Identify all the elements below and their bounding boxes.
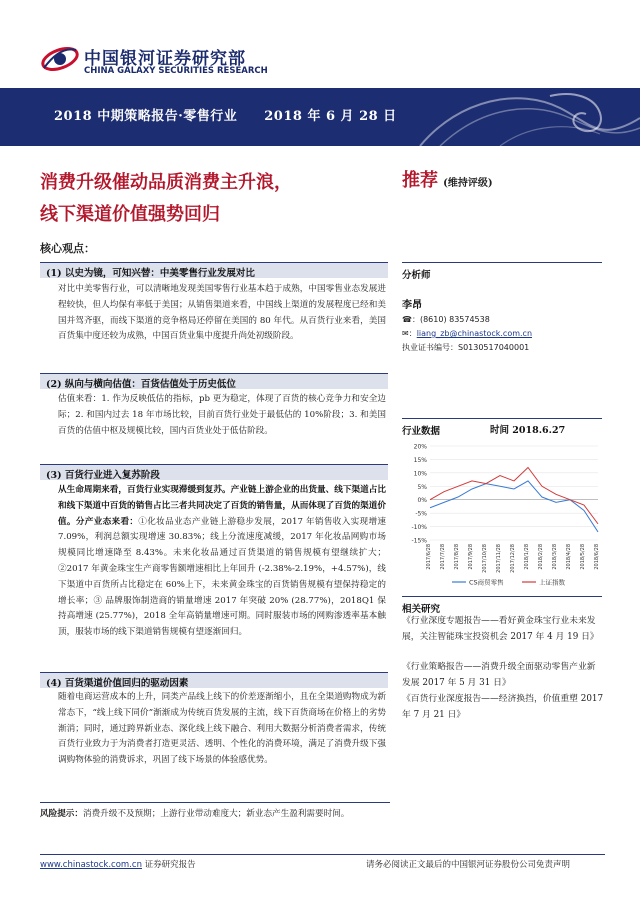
y-tick-label: -15%	[411, 537, 427, 545]
analyst-email-link[interactable]: liang_zb@chinastock.com.cn	[416, 329, 533, 338]
email-icon: ✉：	[402, 329, 417, 338]
section-3-head: (3) 百货行业进入复苏阶段	[40, 464, 388, 480]
x-tick-label: 2017/8/28	[454, 544, 460, 570]
research-item-2[interactable]: 《行业策略报告——消费升级全面驱动零售产业新发展 2017 年 5 月 31 日》	[402, 662, 596, 688]
x-tick-label: 2017/11/28	[496, 544, 502, 573]
market-data-head: 行业数据	[402, 418, 602, 437]
x-tick-label: 2018/1/28	[524, 544, 530, 570]
report-banner	[0, 88, 640, 146]
footer-left	[40, 858, 196, 870]
banner-title: 2018 中期策略报告·零售行业 2018 年 6 月 28 日	[54, 109, 397, 124]
rating	[402, 166, 493, 192]
section-1-body: 对比中美零售行业，可以清晰地发现美国零售行业基本趋于成熟，中国零售业态发展进程较快，但人均保有率低于美国；从销售渠道来看，中国线上渠道的发展程度已经和美国并驾齐驱，而线下渠道的竞争格局还停留在美国的 80 年代。从百货行业来看，美国百货集中度还较为成熟，中国百货业集中度提升尚处初级阶段。	[58, 284, 386, 342]
series-line-1	[430, 481, 598, 532]
x-tick-label: 2018/2/28	[538, 544, 544, 570]
research-item-1[interactable]: 《行业深度专题报告——看好黄金珠宝行业未来发展，关注智能珠宝投资机会 2017 年 4 月 19 日》	[402, 616, 599, 642]
section-2-body: 估值来看：1. 作为反映低估的指标，pb 更为稳定，体现了百货的核心竞争力和安全边际；2. 和国内过去 18 年市场比较，目前百货行业处于最低估的 10%阶段；3. 和美国百货的估值中枢及规模比较，国内百货业处于低估阶段。	[58, 394, 386, 436]
company-logo	[40, 42, 340, 78]
report-title-line1: 消费升级催动品质消费主升浪，	[40, 172, 292, 193]
y-tick-label: 10%	[413, 470, 427, 478]
x-tick-label: 2017/12/28	[510, 544, 516, 573]
section-4-head: (4) 百货渠道价值回归的驱动因素	[40, 672, 388, 688]
risk-text: 消费升级不及预期；上游行业带动难度大；新业态产生盈利需要时间。	[82, 809, 350, 819]
footer-divider	[40, 854, 605, 855]
y-tick-label: 5%	[417, 483, 427, 491]
section-3-body-wrap	[58, 483, 386, 641]
x-tick-label: 2018/4/28	[566, 544, 572, 570]
footer-disclaimer: 请务必阅读正文最后的中国银河证券股份公司免责声明	[366, 860, 571, 870]
analyst-cert: 执业证书编号：S0130517040001	[402, 343, 530, 352]
x-tick-label: 2017/7/28	[440, 544, 446, 570]
risk-warning	[40, 802, 390, 823]
y-tick-label: -10%	[411, 524, 427, 532]
research-item-3[interactable]: 《百货行业深度报告——经济换挡，价值重塑 2017 年 7 月 21 日》	[402, 694, 604, 720]
risk-label: 风险提示：	[40, 809, 83, 819]
analyst-email-line	[402, 328, 532, 339]
research-head: 相关研究	[402, 596, 602, 615]
x-tick-label: 2018/6/28	[594, 544, 600, 570]
section-3-body-bold: 从生命周期来看，百货行业实现滞缓到复苏。产业链上游企业的出货量、线下渠道占比和线下渠道中百货的销售占比三者共同决定了百货的销售量，从而体现了百货的渠道价值。分产业态来看：	[58, 485, 386, 527]
y-tick-label: 15%	[413, 456, 427, 464]
legend-label-2: 上证指数	[539, 578, 565, 587]
decorative-swirl-icon	[400, 88, 640, 146]
logo-cn-text: 中国银河证券研究部	[84, 49, 246, 69]
section-1-head: (1) 以史为镜，可知兴替：中美零售行业发展对比	[40, 262, 388, 278]
rating-main: 推荐	[402, 170, 438, 191]
core-views-title: 核心观点：	[40, 242, 95, 255]
series-line-2	[430, 467, 598, 523]
x-tick-label: 2017/9/28	[468, 544, 474, 570]
analyst-phone: ☎：(8610) 83574538	[402, 315, 490, 324]
galaxy-logo-icon	[40, 42, 80, 76]
footer-left-suffix: 证券研究报告	[141, 860, 196, 870]
industry-performance-chart	[402, 440, 602, 590]
y-tick-label: -5%	[415, 510, 427, 518]
y-tick-label: 20%	[413, 443, 427, 451]
rating-sub: (维持评级)	[443, 178, 493, 189]
analyst-name: 李昂	[402, 300, 422, 311]
report-title-line2: 线下渠道价值强势回归	[40, 204, 220, 225]
x-tick-label: 2017/6/28	[426, 544, 432, 570]
logo-en-text: CHINA GALAXY SECURITIES RESEARCH	[84, 66, 268, 76]
market-data-date: 时间 2018.6.27	[490, 425, 566, 436]
section-3-body: ①化妆品业态产业链上游稳步发展，2017 年销售收入实现增速 7.09%，利润总额实现增速 30.83%；线上分流速度减缓，2017 年化妆品网购市场规模同比增速降至 8.43%。未来化妆品通过百货渠道的销售规模有望继续扩大；②2017 年黄金珠宝生产商零售额增速相比上年回升 (-2.38%-2.19%，+4.57%)，线下渠道中百货所占比稳定在 60%上下，未来黄金珠宝的百货销售规模有望保持稳定的增长率；③ 品牌服饰制造商的销量增速 2017 年突破 20% (28.77%)，2018Q1 保持高增速 (25.77%)，2018 全年高销量增速可期。同时服装市场的网购渗透率基本触顶，服装市场的线下渠道销售规模有望逐渐回归。	[58, 516, 386, 638]
section-4-body: 随着电商运营成本的上升，同类产品线上线下的价差逐渐缩小，且在全渠道购物成为新常态下，“线上线下同价”渐渐成为传统百货发展的主流，线下百货商场在价格上的劣势渐消；同时，通过跨界新业态、深化线上线下融合、利用大数据分析消费者需求，传统百货行业致力于为消费者打造更灵活、透明、个性化的消费环境，满足了消费升级下强调购物体验的消费诉求，巩固了线下场景的体验感优势。	[58, 692, 386, 766]
analyst-head: 分析师	[402, 262, 602, 281]
y-tick-label: 0%	[417, 497, 427, 505]
x-tick-label: 2018/3/28	[552, 544, 558, 570]
x-tick-label: 2018/5/28	[580, 544, 586, 570]
legend-label-1: CS商贸零售	[469, 578, 504, 587]
footer-url-link[interactable]: www.chinastock.com.cn	[40, 860, 142, 870]
x-tick-label: 2017/10/28	[482, 544, 488, 573]
section-2-head: (2) 纵向与横向估值：百货估值处于历史低位	[40, 373, 388, 389]
